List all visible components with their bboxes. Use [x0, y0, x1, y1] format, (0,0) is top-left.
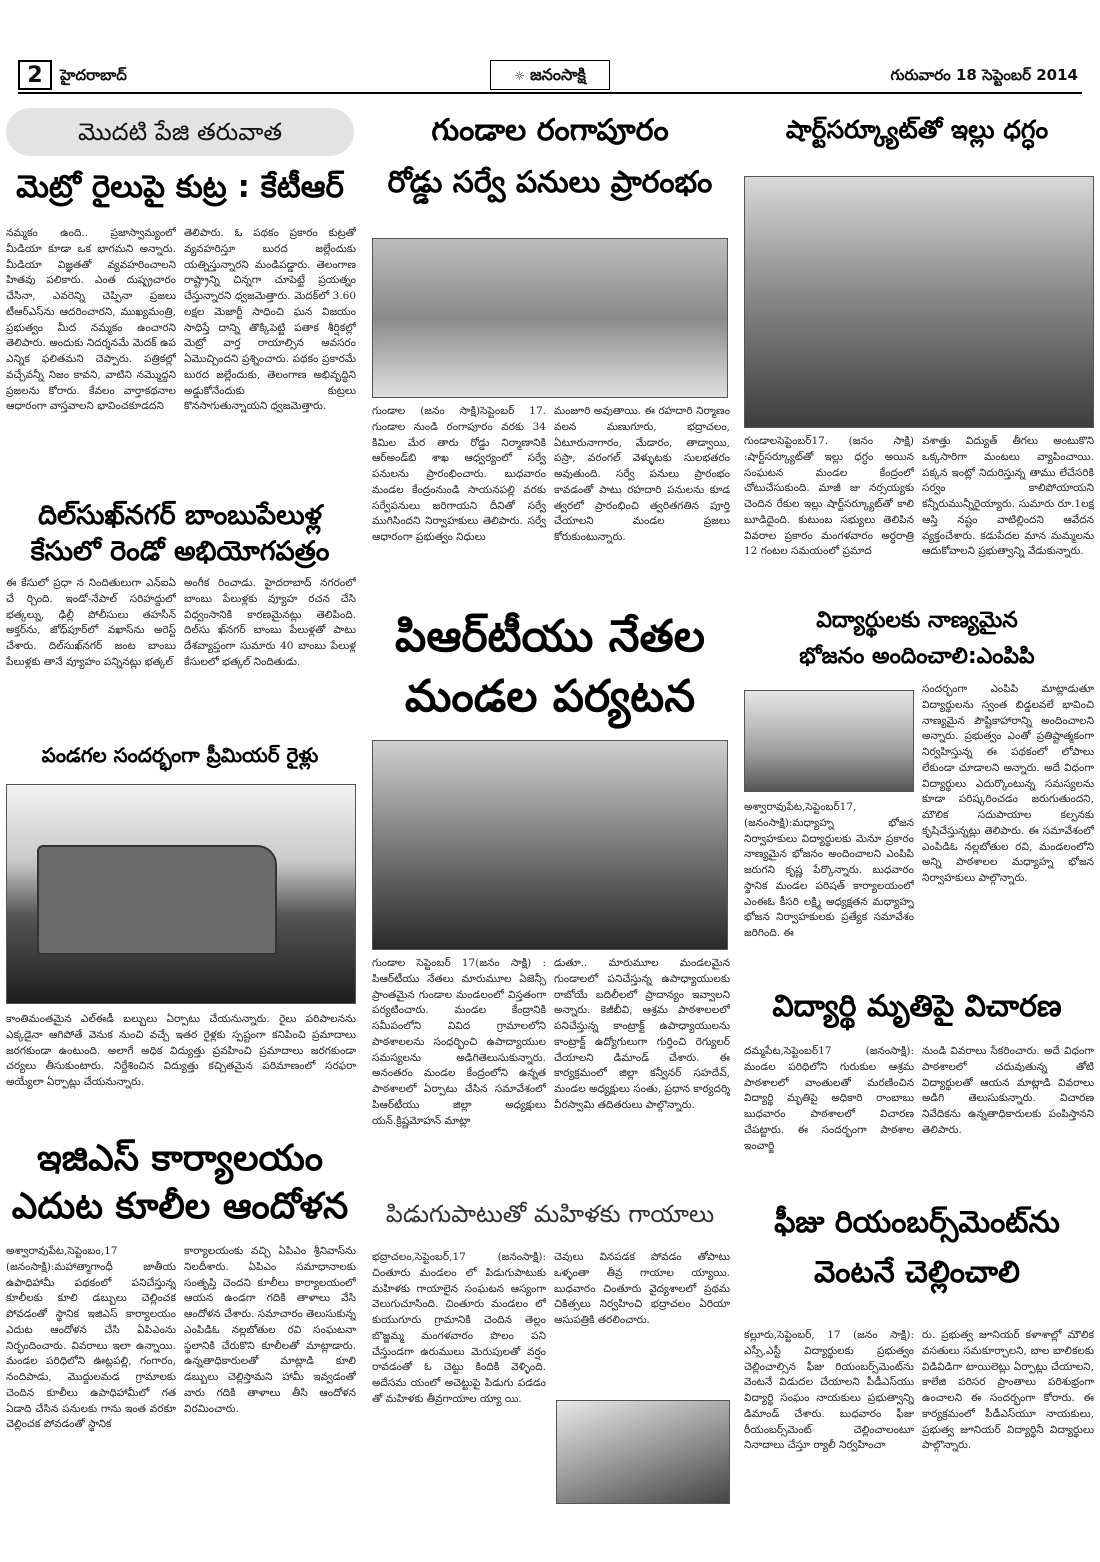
metro-headline: మెట్రో రైలుపై కుట్ర : కేటీఆర్: [16, 169, 344, 205]
metro-col2: తెలిపారు. ఓ పథకం ప్రకారం కుట్రతో వ్యవహరిస్తూ బురద జల్లేందుకు యత్నిస్తున్నారని మండిపడ్డారు. తెలంగాణ రాష్ట్రాన్ని చిన్నగా చూపెట్టే ప్రయత్నం చేస్తున్నారని ధ్వజమెత్తారు. మెదక్‌లో 3.60 లక్షల మెజార్టీ సాధించి ఘన విజయం సాధిస్తే దాన్ని తొక్కిపెట్టి పతాక శీర్షికల్లో మెట్రో వార్త రాయాల్సిన అవసరం ఏమొచ్చిందని ప్రశ్నించారు. పథకం ప్రకారమే బురద జల్లేందుకు, తెలంగాణ అభివృద్ధిని అడ్డుకోనేందుకు కుట్రలు కొనసాగుతున్నాయని ధ్వజమెత్తారు.: [184, 227, 356, 413]
meals-headline-1: విద్యార్థులకు నాణ్యమైన: [816, 608, 1018, 633]
fees-headline-2: వెంటనే చెల్లించాలి: [813, 1255, 1021, 1290]
dilsukh-col2: అంగీక రించాడు. హైదరాబాద్ నగరంలో బాంబు పేలుళ్లకు వ్యూహ రచన చేసి విధ్వంసానికి కారణమైనట్లు తెలిపింది. దిల్‌సు ఖ్‌నగర్ బాంబు పేలుళ్లతో పాటు దేశవ్యాప్తంగా సుమారు 40 బాంబు పేలుళ్ల కేసులలో భత్కల్ నిందితుడు.: [184, 577, 356, 668]
gundala-headline-1: గుండాల రంగాపూరం: [431, 113, 669, 148]
sun-emblem-icon: ☼: [514, 69, 525, 83]
page-header: [0, 60, 1100, 94]
fees-col2: రు. ప్రభుత్వ జూనియర్ కళాశాల్లో మౌలిక వసతులు సమకూర్చాలని, బాల బాలికలకు విడివిడిగా టాయిలెట్లు ఏర్పాట్లు చేయాలని, కాలేజి పరిసర ప్రాంతాలు పరిశుభ్రంగా ఉంచాలని ఈ సందర్భంగా కోరారు. ఈ కార్యక్రమంలో పీడీఎస్‌యూ నాయకులు, ప్రభుత్వ జూనియర్ విద్యార్థినీ విద్యార్థులు పాల్గొన్నారు.: [922, 1329, 1094, 1452]
prtu-col2: డుతూ.. మారుమూల మండలమైన గుండాలలో పనిచేస్తున్న ఉపాధ్యాయులకు రాబోయే బదిలీలలో ప్రాదాన్యం ఇవ్వాలని అన్నారు. కెజీబీవి, ఆశ్రమ పాఠశాలలలో పనిచేస్తున్న కాంట్రాక్ట్ ఉపాధ్యాయులను కాంట్రాక్ట్ ఉద్యోగులుగా గుర్తించి రెగ్యులర్ చేయాలని డిమాండ్ చేశారు. ఈ కార్యక్రమంలో జిల్లా కన్వీనర్ సహదేవ్, మండల అధ్యక్షులు సంతు, ప్రధాన కార్యదర్శి వీరస్వామి తదితరులు పాల్గొన్నారు.: [554, 957, 730, 1111]
header-date: గురువారం 18 సెప్టెంబర్ 2014: [890, 66, 1078, 84]
prtu-meeting-photo: [372, 740, 728, 950]
header-city: హైదరాబాద్: [60, 66, 127, 84]
studentdeath-col2: నుండి వివరాలు సేకరించారు. అదే విధంగా పాఠశాలలో చదువుతున్న తోటి విద్యార్థులతో ఆయన మాట్లాడి వివరాలు అడిగి తెలుసుకున్నారు. విచారణ నివేదికను ఉన్నతాధికారులకు పంపిస్తానని తెలిపారు.: [922, 1045, 1094, 1136]
ebs-col2: కార్యాలయంకు వచ్చి ఏపిఎం శ్రీనివాస్‌ను నిలదీశారు. ఏపిఎం సమాధానాలకు సంతృప్తి చెందని కూలీలు కార్యాలయంలో ఆయన ఉండగా గదికి తాళాలు వేసి ఆందోళన చేశారు. సమాచారం తెలుసుకున్న ఎంపిడిఓ నల్లబోతుల రవి సంఘటనా స్థలానికి చేరుకొని కూలీలతో మాట్లాడారు. ఉన్నతాధికారులతో మాట్లాడి కూలి డబ్బులు చెల్లిస్తామని హామీ ఇవ్వడంతో వారు గదికి తాళాలు తీసి ఆందోళన విరమించారు.: [184, 1245, 356, 1415]
fees-col1: కల్లూరు,సెప్టెంబర్, 17 (జనం సాక్షి): ఎస్సీ,ఎస్టీ విద్యార్థులకు ప్రభుత్వం చెల్లించాల్సిన ఫీజు రియంబర్స్‌మెంట్‌ను వెంటనే విడుదల చేయాలని పీడీఎస్‌యు విద్యార్థి సంఘం నాయకులు ప్రభుత్వాన్ని డిమాండ్ చేశారు. బుధవారం ఫీజు రీయంబర్స్‌మెంట్ చెల్లించాలంటూ నినాదాలు చేస్తూ ర్యాలీ నిర్వహించా: [744, 1329, 914, 1452]
trains-body: కాంతిమంతమైన ఎల్ఈడీ బల్బులు ఏర్పాటు చేయనున్నారు. రైలు పరిపాలనను ఎక్కడైనా ఆగిపోతే వెనుక నుంచి వచ్చే ఇతర రైళ్లకు స్పష్టంగా కనిపించి ప్రమాదాలు జరగకుండా ఉంటుంది. అలాగే అధిక విద్యుత్తు ప్రవహించి ప్రమాదాలు జరగకుండా చర్యలు తీసుకుంటారు. నిర్దేశించిన విద్యుత్తు కచ్చితమైన పరిమాణంలో సరఫరా అయ్యేలా ఏర్పాట్లు చేయనున్నారు.: [6, 1013, 356, 1088]
gundala-headline-2: రోడ్డు సర్వే పనులు ప్రారంభం: [387, 165, 713, 200]
shortcircuit-headline: షార్ట్‌సర్క్యూట్‌తో ఇల్లు ధగ్ధం: [785, 115, 1049, 144]
trains-headline: పండగల సందర్భంగా ప్రీమియర్ రైళ్లు: [41, 743, 319, 767]
prtu-col1: గుండాల సెప్టెంబర్ 17(జనం సాక్షి) : పిఆర్‌టీయు నేతలు మారుమూల ఏజెన్సీ ప్రాంతమైన గుండాల మండలంలో విస్తతంగా పర్యటించారు. మండల కేంద్రానికి సమీపంలోని వివిద గ్రామాలలోని పాఠశాలలను సంధర్భించి ఉపాద్యాయుల సమస్యలను అడిగితెలుసుకున్నారు. అనంతరం మండల కేంద్రంలోని ఉన్నత పాఠశాలలో ఏర్పాటు చేసిన సమావేశంలో పిఆర్‌టీయు జిల్లా అధ్యక్షులు యన్.క్రిష్ణమోహన్ మాట్లా: [372, 957, 546, 1127]
masthead-box: [490, 60, 610, 90]
prtu-headline-2: మండల పర్యటన: [404, 671, 696, 722]
metro-col1: నమ్మకం ఉంది.. ప్రజాస్వామ్యంలో మీడియా కూడా ఒక భాగమని అన్నారు. మీడియా విజ్ఞతతో వ్యవహరించాలని హితవు పలికారు. ఎంత దుష్ప్రచారం చేసినా, ఎవరెన్ని చెప్పినా ప్రజలు టీఆర్ఎస్‌ను ఆదరించారని, ముఖ్యమంత్రి, ప్రభుత్వం మీద నమ్మకం ఉంచారని తెలిపారు. అందుకు నిదర్శనమే మెదక్ ఉప ఎన్నిక ఫలితమని చెప్పారు. పత్రికల్లో వచ్చేవన్నీ నిజం కావని, వాటిని నమ్మొద్దని ప్రజలను కోరారు. కేవలం వార్తాకథనాల ఆధారంగా వాస్తవాలని భావించకూడదని: [6, 227, 176, 413]
prtu-headline-1: పిఆర్‌టీయు నేతల: [395, 611, 705, 662]
train-photo: [6, 784, 356, 1004]
dilsukh-col1: ఈ కేసులో ప్రధా న నిందితులుగా ఎన్‌ఐఏ చే ర్చింది. ఇండో-నేపాల్ సరిహద్దులో భత్కల్ను, ఢిల్లీ పోలీసులు తహసీన్ అక్తర్‌ను, జోధ్‌పూర్‌లో వఖాస్‌ను అరెస్ట్ చేశారు. దిల్‌సుఖ్‌నగర్ జంట బాంబు పేలుళ్లకు తానే వ్యూహం పన్నినట్లు భత్కల్: [6, 577, 176, 668]
ebs-headline-1: ఇజిఎస్ కార్యాలయం: [36, 1138, 324, 1179]
fees-headline-1: ఫీజు రియంబర్స్‌మెంట్‌ను: [774, 1205, 1060, 1240]
meals-left-col: అశ్వారావుపేట,సెప్టెంబర్17, (జనంసాక్షి):మధ్యాహ్న భోజన నిర్వాహకులు విద్యార్థులకు మెనూ ప్రకారం నాణ్యమైన భోజనం అందించాలని ఎంపిపి జరుగని కృష్ణ పేర్కొన్నారు. బుధవారం స్థానిక మండల పరిషత్ కార్యాలయంలో ఎంఈఓ కీసరి లక్ష్మి అధ్యక్షతన మధ్యాహ్న భోజన నిర్వాహకులకు ప్రత్యేక సమావేశం జరిగింది. ఈ: [744, 801, 914, 939]
lightning-col1: భద్రాచలం,సెప్టెంబర్,17 (జనంసాక్షి): చింతూరు మండలం లో పిడుగుపాటుకు మహిళకు గాయాలైన సంఘటన ఆస్యంగా వెలుగుచూసింది. చింతూరు మండలం లో కుయుగూరు గ్రామానికి చెందిన తెల్లం బొజ్జమ్మ మంగళవారం పొలం పని చేస్తుండగా ఉరుములు మెరుపులతో వర్షం రావడంతో ఓ చెట్టు కిందికి వెళ్ళింది. అదేసమ యంలో అచెట్టుపై పిడుగు పడడం తో మహిళకు తీవ్రగాయాల య్యా యి.: [372, 1251, 546, 1405]
shortcircuit-col1: గుండాలసెప్టెంబర్17. (జనం సాక్షి) :షార్ట్‌సర్క్యూట్‌తో ఇల్లు ధగ్ధం అయిన సంఘటన మండల కేంద్రంలో చోటుచేసుకుంది. మాజీ జు నర్సయ్యకు చెందిన రేకుల ఇల్లు షార్ట్‌సర్క్యూట్‌తో కాలి బూడిదైంది. కుటుంబ సభ్యులు తెలిపిన వివరాల ప్రకారం మంగళవారం అర్ధరాత్రి 12 గంటల సమయంలో ప్రమాద: [744, 435, 914, 558]
meals-headline-2: భోజనం అందించాలి:ఎంపిపి: [799, 644, 1035, 669]
lightning-col2: చెవులు వినపడక పోవడం తోపాటు ఒళ్ళంతా తీవ్ర గాయాల య్యాయి. బుధవారం చింతూరు వైద్యశాలలో ప్రథమ చికిత్సలు నిర్వహించి భద్రాచలం ఏరియా ఆసుపత్రికి తరలించారు.: [554, 1251, 730, 1326]
ebs-col1: అశ్వారావుపేట,సెప్టెంబం,17 (జనంసాక్షి):మహాత్మాగాంధీ జాతీయ ఉపాధిహామీ పథకంలో పనిచేస్తున్న కూలీలకు కూలి డబ్బులు చెల్లించక పోవడంతో స్థానిక ఇజిఎస్ కార్యాలయం ఎదుట ఆందోళన చేసి ఏపిఎంను నిర్భందించారు. వివరాలు ఇలా ఉన్నాయి. మండల పరిధిలోని ఊట్లపల్లి, గంగారం, నందిపాడు, మొద్దులమడ గ్రామాలకు చెందిన కూలీలు ఉపాధిహామీలో గత ఏడాది చేసిన పనులకు గాను ఇంత వరకూ చెల్లించక పోవడంతో స్థానిక: [6, 1245, 176, 1431]
studentdeath-col1: దమ్మపేట,సెప్టెంబర్17 (జనంసాక్షి): మండల పరిధిలోని గురుకుల ఆశ్రమ పాఠశాలలో వాంతులతో మరణించిన విద్యార్థి మృతిపై అధికారి రాంబాబు బుధవారం పాఠశాలలో విచారణ చేపట్టారు. ఈ సందర్భంగా పాఠశాల ఇంచార్జి: [744, 1045, 914, 1152]
gundala-col2: మంజూరి అవుతాయి. ఈ రహదారి నిర్మాణం వలన మణుగూరు, భద్రాచలం, ఏటూరునాగారం, మేడారం, తాడ్వాయి, పస్రా, వరంగల్ వెళ్ళుటకు సులభతరం అవుతుంది. సర్వే పనులు ప్రారంభం కావడంతో పాటు రహదారి పనులను కూడ త్వరలో ప్రారంభించి త్వరితగతిన పూర్తి చేయాలని మండల ప్రజలు కోరుకుంటున్నారు.: [554, 405, 730, 543]
locomotive-shape: [37, 845, 277, 955]
lightning-headline: పిడుగుపాటుతో మహిళకు గాయాలు: [385, 1200, 715, 1228]
gundala-col1: గుండాల (జనం సాక్షి)సెప్టెంబర్ 17. గుండాల నుండి రంగాపూరం వరకు 34 కిమిల మేర తారు రోడ్డు నిర్మాణానికి ఆర్అండ్‌బి శాఖ ఆధ్వర్యంలో సర్వే పనులను ప్రారంభించారు. బుధవారం మండల కేంద్రంనుండి సాయనపల్లి వరకు సర్వేపనులు జరిగాయని దీనితో సర్వే ముగిసిందని నిర్వాహకులు తెలిపారు. సర్వే ఆధారంగా ప్రభుత్వం నిధులు: [372, 405, 546, 543]
injured-woman-photo: [556, 1400, 730, 1504]
section-banner: మొదటి పేజి తరువాత: [6, 108, 354, 156]
studentdeath-headline: విద్యార్థి మృతిపై విచారణ: [772, 989, 1062, 1024]
shortcircuit-col2: వశాత్తు విద్యుత్ తీగలు అంటుకొని ఒక్కసారిగా మంటలు వ్యాపించాయి. పక్కన ఇంట్లో నిదురిస్తున్న తాము లేచేసరికి సర్వం కాలిపోయాయని కన్నీరుమున్నీరైయ్యారు. సుమారు రూ.1లక్ష ఆస్తి నష్టం వాటిల్లిందని ఆవేదన వ్యక్తంచేశారు. కడుపేదల మాన మమ్మలను ఆదుకోవాలని ప్రభుత్వాన్ని వేడుకున్నారు.: [922, 435, 1094, 558]
ebs-headline-2: ఎదుట కూలీల ఆందోళన: [11, 1186, 349, 1227]
mpp-meeting-photo: [744, 690, 914, 792]
burnt-house-photo: [744, 176, 1094, 428]
meals-right-col: సందర్భంగా ఎంపిపి మాట్లాడుతూ విద్యార్థులను స్వంత బిడ్డలవలే భావించి నాణ్యమైన పౌష్టికాహారాన్ని అందించాలని అన్నారు. ప్రభుత్వం ఎంతో ప్రతిష్టాత్మకంగా నిర్వహిస్తున్న ఈ పథకంలో లోపాలు లేకుండా చూడాలని అన్నారు. అదే విధంగా విద్యార్థులు ఎదుర్కొంటున్న సమస్యలను కూడా పరిష్కరించడం జరుగుతుందని, మౌలిక సదుపాయాల కల్పనకు కృషిచేస్తున్నట్లు తెలిపారు. ఈ సమావేశంలో ఎంపిడిఓ నల్లబోతుల రవి, మండలంలోని అన్ని పాఠశాలల మధ్యాహ్న భోజన నిర్వాహకులు పాల్గొన్నారు.: [922, 683, 1094, 884]
dilsukh-headline-2: కేసులో రెండో అభియోగపత్రం: [30, 536, 330, 567]
road-survey-photo: [372, 238, 728, 398]
masthead-title: జనంసాక్షి: [529, 65, 586, 84]
page-number-box: 2: [18, 60, 52, 90]
dilsukh-headline-1: దిల్‌సుఖ్‌నగర్ బాంబుపేలుళ్ల: [37, 500, 323, 531]
